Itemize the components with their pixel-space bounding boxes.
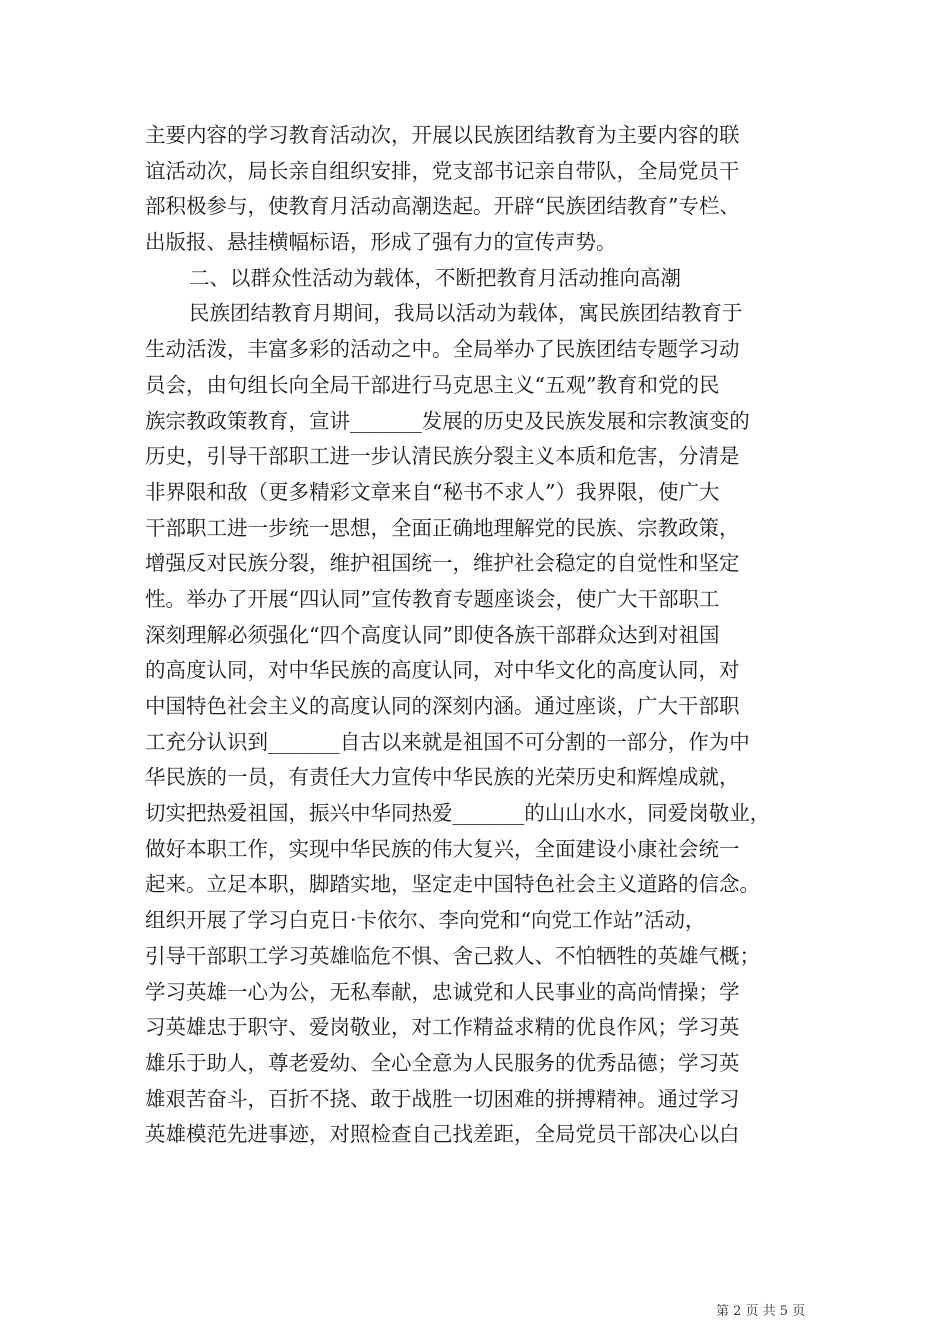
text-line: 生动活泼，丰富多彩的活动之中。全局举办了民族团结专题学习动 — [145, 337, 740, 362]
text-line: 起来。立足本职，脚踏实地，坚定走中国特色社会主义道路的信念。 — [145, 872, 760, 897]
text-line: 员会，由句组长向全局干部进行马克思主义“五观”教育和党的民 — [145, 372, 720, 397]
text-line: 习英雄忠于职守、爱岗敬业，对工作精益求精的优良作风；学习英 — [145, 1015, 740, 1040]
text-line: 族宗教政策教育，宣讲_______发展的历史及民族发展和宗教演变的 — [145, 408, 750, 433]
body-text — [145, 118, 815, 1153]
text-line: 民族团结教育月期间，我局以活动为载体，寓民族团结教育于 — [189, 301, 743, 326]
text-line: 干部职工进一步统一思想，全面正确地理解党的民族、宗教政策， — [145, 515, 740, 540]
text-line: 华民族的一员，有责任大力宣传中华民族的光荣历史和辉煌成就， — [145, 765, 740, 790]
text-line: 深刻理解必须强化“四个高度认同”即使各族干部群众达到对祖国 — [145, 622, 720, 647]
text-line: 性。举办了开展“四认同”宣传教育专题座谈会，使广大干部职工 — [145, 586, 720, 611]
text-line: 雄乐于助人，尊老爱幼、全心全意为人民服务的优秀品德；学习英 — [145, 1050, 740, 1075]
text-line: 出版报、悬挂横幅标语，形成了强有力的宣传声势。 — [145, 230, 617, 255]
text-line: 部积极参与，使教育月活动高潮迭起。开辟“民族团结教育”专栏、 — [145, 194, 740, 219]
page-number-footer: 第 2 页 共 5 页 — [716, 1304, 806, 1319]
text-line: 非界限和敌（更多精彩文章来自“秘书不求人”）我界限，使广大 — [145, 479, 720, 504]
text-line: 组织开展了学习白克日·卡依尔、李向党和“向党工作站”活动， — [145, 908, 706, 933]
text-line: 谊活动次，局长亲自组织安排，党支部书记亲自带队，全局党员干 — [145, 158, 740, 183]
text-line: 英雄模范先进事迹，对照检查自己找差距，全局党员干部决心以白 — [145, 1122, 740, 1147]
text-line: 工充分认识到_______自古以来就是祖国不可分割的一部分，作为中 — [145, 729, 750, 754]
text-line: 的高度认同，对中华民族的高度认同，对中华文化的高度认同，对 — [145, 658, 740, 683]
text-line: 切实把热爱祖国，振兴中华同热爱_______的山山水水，同爱岗敬业， — [145, 801, 771, 826]
text-line: 学习英雄一心为公，无私奉献，忠诚党和人民事业的高尚情操；学 — [145, 979, 740, 1004]
text-line: 主要内容的学习教育活动次，开展以民族团结教育为主要内容的联 — [145, 123, 740, 147]
text-line: 引导干部职工学习英雄临危不惧、舍己救人、不怕牺牲的英雄气概； — [145, 943, 760, 968]
text-line: 增强反对民族分裂，维护祖国统一，维护社会稳定的自觉性和坚定 — [145, 551, 740, 576]
text-line: 历史，引导干部职工进一步认清民族分裂主义本质和危害，分清是 — [145, 444, 740, 469]
text-line: 雄艰苦奋斗，百折不挠、敢于战胜一切困难的拼搏精神。通过学习 — [145, 1086, 740, 1111]
text-line: 中国特色社会主义的高度认同的深刻内涵。通过座谈，广大干部职 — [145, 694, 740, 718]
text-line: 二、以群众性活动为载体，不断把教育月活动推向高潮 — [189, 265, 681, 290]
text-line: 做好本职工作，实现中华民族的伟大复兴，全面建设小康社会统一 — [145, 836, 740, 861]
